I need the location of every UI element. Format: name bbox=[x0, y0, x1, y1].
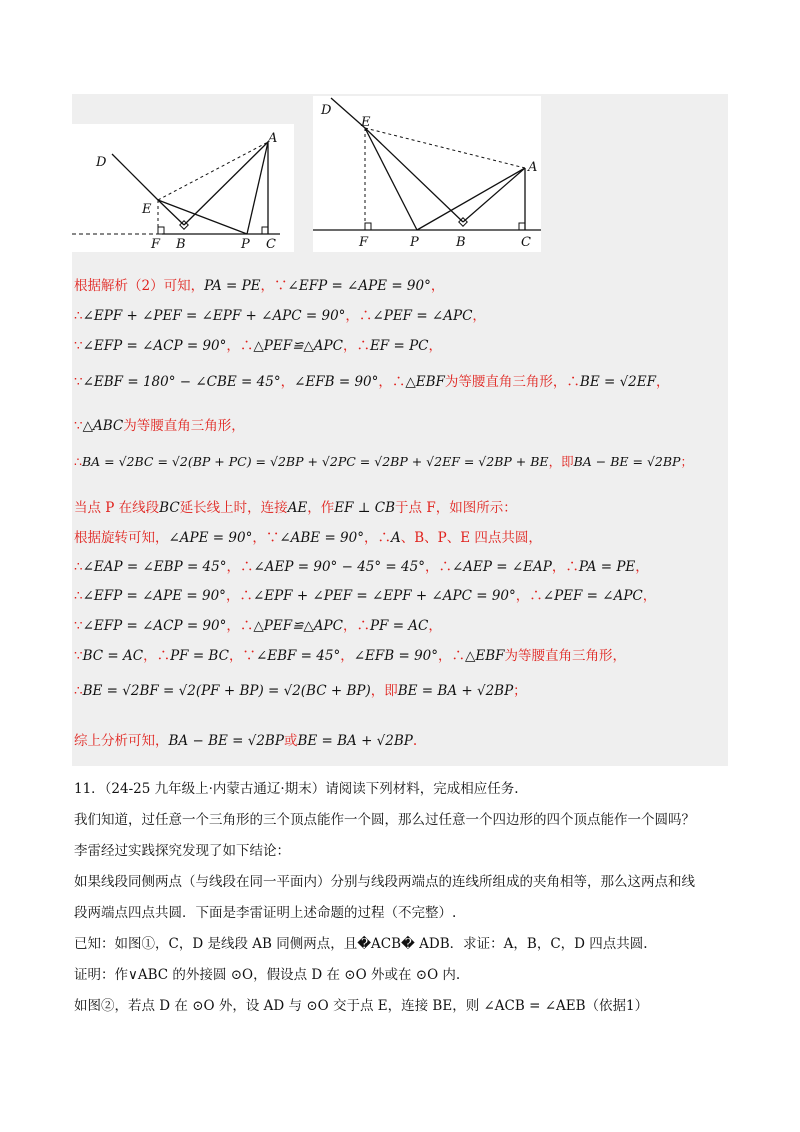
solution-line-10: ∴∠EFP = ∠APE = 90°，∴∠EPF + ∠PEF = ∠EPF + ∠APC = 90°，∴∠PEF = ∠APC， bbox=[74, 588, 657, 604]
label-C: C bbox=[266, 237, 276, 252]
solution-line-8: 根据旋转可知，∠APE = 90°，∵∠ABE = 90°，∴A、B、P、E 四点共圆， bbox=[74, 530, 542, 546]
problem-proof-case: 如图②，若点 D 在 ⊙O 外，设 AD 与 ⊙O 交于点 E，连接 BE，则 ∠ACB = ∠AEB（依据1） bbox=[74, 998, 649, 1014]
problem-given: 已知：如图①，C，D 是线段 AB 同侧两点，且�ACB� ADB．求证：A，B，C，D 四点共圆. bbox=[74, 936, 648, 952]
problem-paragraph-4: 段两端点四点共圆．下面是李雷证明上述命题的过程（不完整）. bbox=[74, 905, 457, 921]
label-E: E bbox=[361, 115, 371, 130]
label-E: E bbox=[142, 202, 152, 217]
solution-line-2: ∴∠EPF + ∠PEF = ∠EPF + ∠APC = 90°，∴∠PEF = ∠APC， bbox=[74, 308, 486, 324]
figure-1 bbox=[72, 124, 294, 252]
label-C: C bbox=[521, 235, 531, 250]
label-B: B bbox=[176, 237, 186, 252]
label-F: F bbox=[359, 235, 369, 250]
solution-line-12: ∵BC = AC，∴PF = BC，∵∠EBF = 45°，∠EFB = 90°，∴△EBF为等腰直角三角形， bbox=[74, 648, 627, 664]
label-P: P bbox=[241, 237, 250, 252]
label-F: F bbox=[151, 237, 161, 252]
problem-paragraph-3: 如果线段同侧两点（与线段在同一平面内）分别与线段两端点的连线所组成的夹角相等，那么这两点和线 bbox=[74, 874, 695, 890]
figure-2-diagram bbox=[313, 96, 541, 252]
label-B: B bbox=[456, 235, 466, 250]
solution-line-6: ∴BA = √2BC = √2(BP + PC) = √2BP + √2PC = √2BP + √2EF = √2BP + BE，即BA − BE = √2BP； bbox=[74, 454, 693, 469]
figure-1-diagram bbox=[72, 124, 294, 252]
label-D: D bbox=[321, 103, 332, 118]
problem-paragraph-1: 我们知道，过任意一个三角形的三个顶点能作一个圆，那么过任意一个四边形的四个顶点能作一个圆吗？ bbox=[74, 812, 695, 828]
solution-line-3: ∵∠EFP = ∠ACP = 90°，∴△PEF≌△APC，∴EF = PC， bbox=[74, 338, 442, 354]
label-D: D bbox=[96, 155, 107, 170]
solution-line-13: ∴BE = √2BF = √2(PF + BP) = √2(BC + BP)，即BE = BA + √2BP； bbox=[74, 683, 527, 699]
label-A: A bbox=[528, 160, 538, 175]
solution-line-11: ∵∠EFP = ∠ACP = 90°，∴△PEF≌△APC，∴PF = AC， bbox=[74, 618, 442, 634]
solution-line-1: 根据解析（2）可知，PA = PE，∵∠EFP = ∠APE = 90°， bbox=[74, 278, 445, 294]
solution-line-5: ∵△ABC为等腰直角三角形， bbox=[74, 418, 245, 434]
problem-proof-start: 证明：作∨ABC 的外接圆 ⊙O，假设点 D 在 ⊙O 外或在 ⊙O 内. bbox=[74, 967, 461, 983]
solution-line-7: 当点 P 在线段BC延长线上时，连接AE，作EF ⊥ CB于点 F，如图所示： bbox=[74, 500, 517, 516]
solution-line-14: 综上分析可知，BA − BE = √2BP或BE = BA + √2BP. bbox=[74, 733, 418, 749]
figure-2 bbox=[313, 96, 541, 252]
label-P: P bbox=[410, 235, 419, 250]
label-A: A bbox=[268, 131, 278, 146]
solution-line-4: ∵∠EBF = 180° − ∠CBE = 45°，∠EFB = 90°，∴△EBF为等腰直角三角形，∴BE = √2EF， bbox=[74, 374, 670, 390]
problem-heading: 11．（24-25 九年级上·内蒙古通辽·期末）请阅读下列材料，完成相应任务. bbox=[74, 781, 519, 797]
problem-paragraph-2: 李雷经过实践探究发现了如下结论： bbox=[74, 843, 290, 859]
solution-line-9: ∴∠EAP = ∠EBP = 45°，∴∠AEP = 90° − 45° = 45°，∴∠AEP = ∠EAP，∴PA = PE， bbox=[74, 559, 649, 575]
